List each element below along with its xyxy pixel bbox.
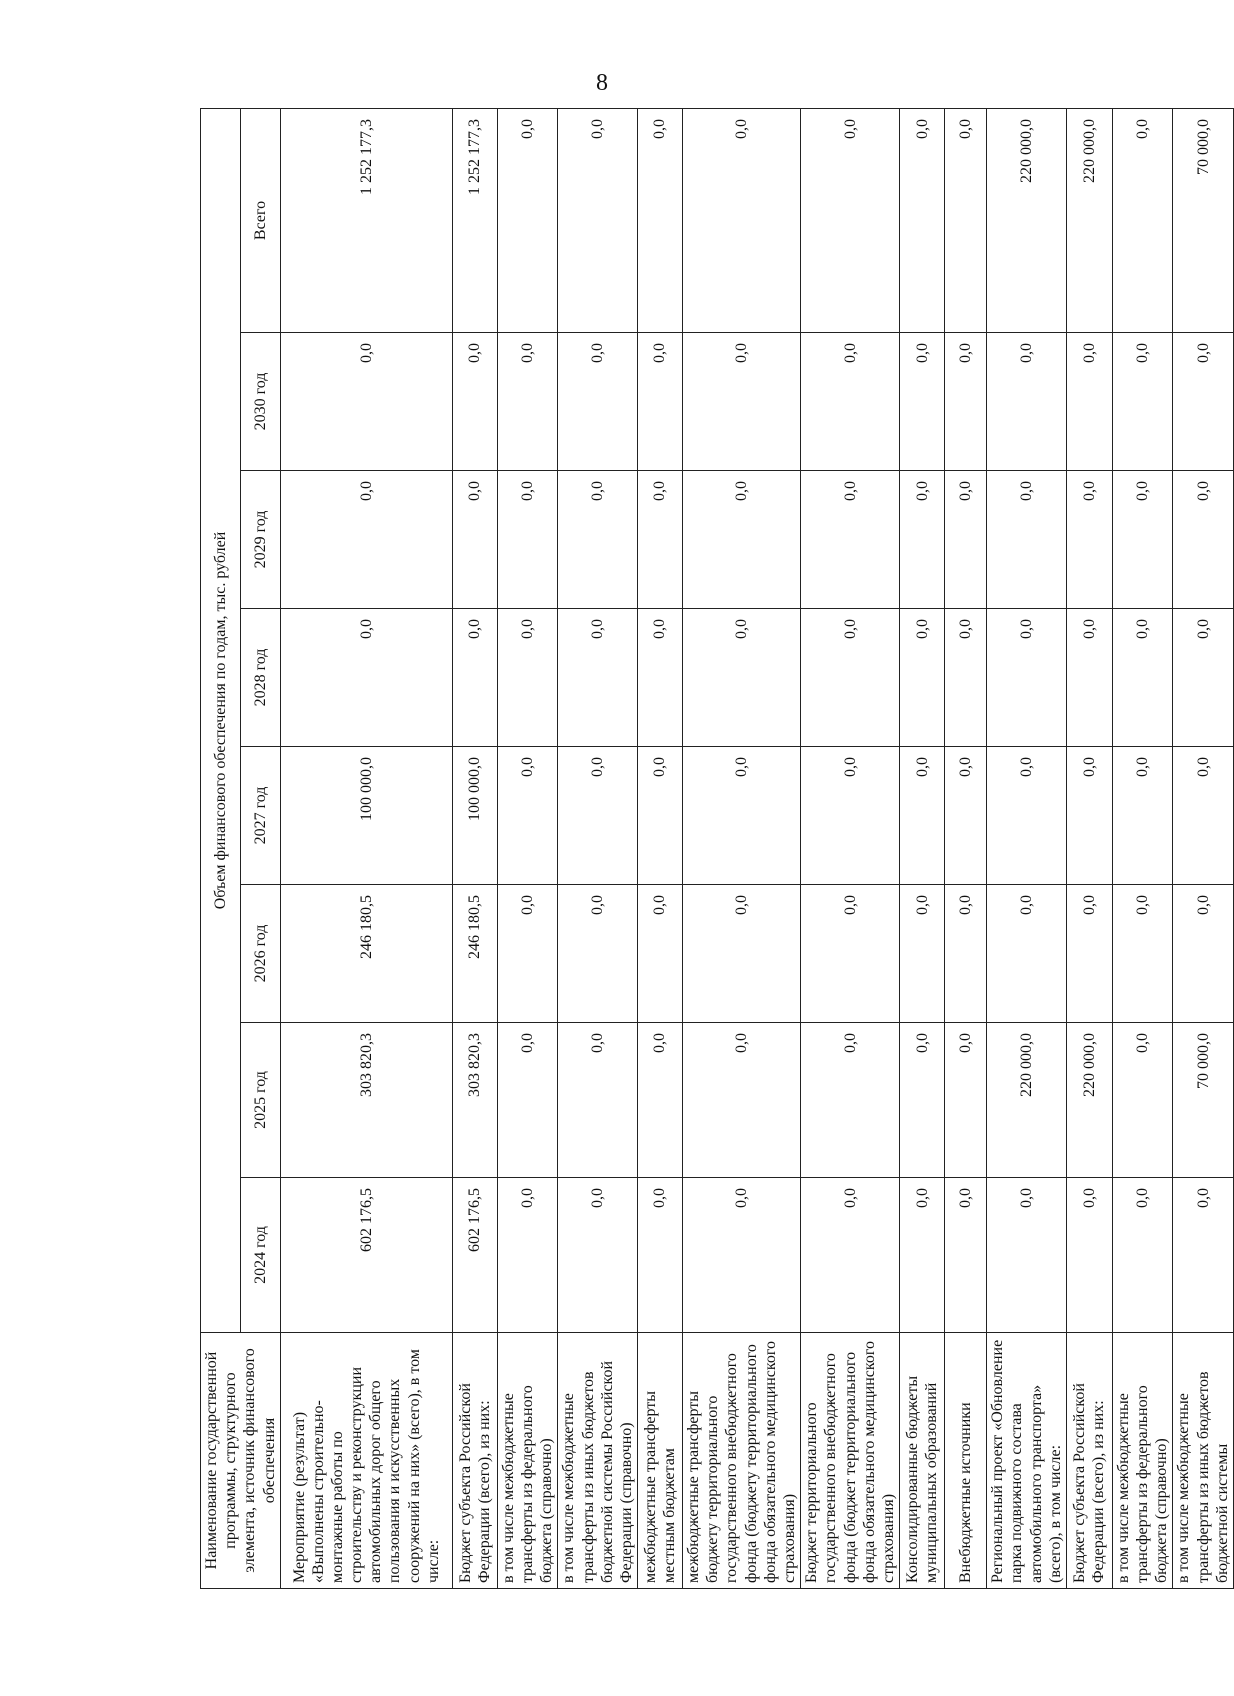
value-cell: 0,0 bbox=[497, 609, 558, 747]
value-cell: 0,0 bbox=[900, 885, 945, 1023]
year-header: 2029 год bbox=[240, 471, 280, 609]
value-cell: 0,0 bbox=[638, 1023, 683, 1178]
financing-table bbox=[200, 108, 1234, 1589]
value-cell: 0,0 bbox=[1066, 471, 1112, 609]
value-cell: 0,0 bbox=[452, 471, 497, 609]
value-cell: 0,0 bbox=[945, 1178, 987, 1333]
value-cell: 0,0 bbox=[900, 609, 945, 747]
table-row bbox=[683, 108, 801, 1588]
value-cell: 0,0 bbox=[280, 471, 452, 609]
value-cell: 0,0 bbox=[497, 1178, 558, 1333]
value-cell: 0,0 bbox=[280, 333, 452, 471]
value-cell: 0,0 bbox=[1112, 609, 1173, 747]
value-cell: 303 820,3 bbox=[280, 1023, 452, 1178]
row-name: в том числе межбюджетные трансферты из федерального бюджета (справочно) bbox=[1112, 1333, 1173, 1589]
value-cell: 0,0 bbox=[558, 471, 638, 609]
value-cell: 0,0 bbox=[900, 747, 945, 885]
value-cell: 0,0 bbox=[900, 333, 945, 471]
value-cell: 0,0 bbox=[558, 1023, 638, 1178]
value-cell: 0,0 bbox=[801, 747, 900, 885]
value-cell: 0,0 bbox=[945, 1023, 987, 1178]
total-value-cell: 0,0 bbox=[683, 108, 801, 332]
total-value-cell: 0,0 bbox=[558, 108, 638, 332]
value-cell: 0,0 bbox=[497, 333, 558, 471]
table-body bbox=[280, 108, 1233, 1588]
value-cell: 0,0 bbox=[558, 747, 638, 885]
total-value-cell: 1 252 177,3 bbox=[452, 108, 497, 332]
rotated-table-wrapper bbox=[200, 109, 1231, 1589]
value-cell: 100 000,0 bbox=[280, 747, 452, 885]
value-cell: 0,0 bbox=[801, 1023, 900, 1178]
total-value-cell: 0,0 bbox=[945, 108, 987, 332]
table-row bbox=[452, 108, 497, 1588]
value-cell: 0,0 bbox=[1173, 885, 1234, 1023]
total-value-cell: 70 000,0 bbox=[1173, 108, 1234, 332]
value-cell: 0,0 bbox=[945, 885, 987, 1023]
value-cell: 0,0 bbox=[1173, 471, 1234, 609]
value-cell: 0,0 bbox=[987, 471, 1067, 609]
value-cell: 0,0 bbox=[683, 609, 801, 747]
name-column-header: Наименование государственной программы, структурного элемента, источник финансового обеспечения bbox=[201, 1333, 281, 1589]
value-cell: 0,0 bbox=[945, 609, 987, 747]
year-header: 2025 год bbox=[240, 1023, 280, 1178]
total-value-cell: 1 252 177,3 bbox=[280, 108, 452, 332]
value-cell: 0,0 bbox=[683, 471, 801, 609]
value-cell: 0,0 bbox=[1066, 333, 1112, 471]
value-cell: 0,0 bbox=[558, 333, 638, 471]
value-cell: 0,0 bbox=[497, 885, 558, 1023]
value-cell: 0,0 bbox=[638, 333, 683, 471]
header-row-group bbox=[201, 108, 241, 1588]
row-name: в том числе межбюджетные трансферты из иных бюджетов бюджетной системы bbox=[1173, 1333, 1234, 1589]
value-cell: 0,0 bbox=[945, 471, 987, 609]
value-cell: 303 820,3 bbox=[452, 1023, 497, 1178]
value-cell: 0,0 bbox=[987, 1178, 1067, 1333]
total-value-cell: 0,0 bbox=[1112, 108, 1173, 332]
value-cell: 0,0 bbox=[558, 1178, 638, 1333]
value-cell: 0,0 bbox=[1112, 471, 1173, 609]
row-name: Бюджет субъекта Российской Федерации (всего), из них: bbox=[452, 1333, 497, 1589]
row-name: Бюджет территориального государственного внебюджетного фонда (бюджет территориального фонда обязательного медицинского страхования) bbox=[801, 1333, 900, 1589]
total-value-cell: 0,0 bbox=[638, 108, 683, 332]
value-cell: 0,0 bbox=[1066, 747, 1112, 885]
row-name: межбюджетные трансферты местным бюджетам bbox=[638, 1333, 683, 1589]
value-cell: 0,0 bbox=[801, 885, 900, 1023]
row-name: Бюджет субъекта Российской Федерации (всего), из них: bbox=[1066, 1333, 1112, 1589]
value-cell: 0,0 bbox=[1066, 1178, 1112, 1333]
value-cell: 0,0 bbox=[801, 1178, 900, 1333]
value-cell: 100 000,0 bbox=[452, 747, 497, 885]
table-row bbox=[497, 108, 558, 1588]
value-cell: 0,0 bbox=[987, 885, 1067, 1023]
value-cell: 0,0 bbox=[801, 471, 900, 609]
value-cell: 0,0 bbox=[945, 747, 987, 885]
value-cell: 0,0 bbox=[987, 609, 1067, 747]
value-cell: 0,0 bbox=[683, 333, 801, 471]
value-cell: 0,0 bbox=[558, 885, 638, 1023]
value-cell: 0,0 bbox=[683, 885, 801, 1023]
row-name: в том числе межбюджетные трансферты из иных бюджетов бюджетной системы Российской Федерации (справочно) bbox=[558, 1333, 638, 1589]
value-cell: 220 000,0 bbox=[987, 1023, 1067, 1178]
table-row bbox=[1173, 108, 1234, 1588]
value-cell: 0,0 bbox=[1112, 747, 1173, 885]
total-value-cell: 220 000,0 bbox=[987, 108, 1067, 332]
value-cell: 0,0 bbox=[1112, 1178, 1173, 1333]
table-row bbox=[638, 108, 683, 1588]
year-header: 2028 год bbox=[240, 609, 280, 747]
value-cell: 0,0 bbox=[683, 1023, 801, 1178]
table-row bbox=[558, 108, 638, 1588]
row-name: Консолидированные бюджеты муниципальных образований bbox=[900, 1333, 945, 1589]
value-cell: 0,0 bbox=[497, 1023, 558, 1178]
value-cell: 0,0 bbox=[1173, 747, 1234, 885]
table-row bbox=[1066, 108, 1112, 1588]
total-value-cell: 220 000,0 bbox=[1066, 108, 1112, 332]
year-header: 2026 год bbox=[240, 885, 280, 1023]
table-row bbox=[900, 108, 945, 1588]
value-cell: 0,0 bbox=[638, 747, 683, 885]
year-header: 2024 год bbox=[240, 1178, 280, 1333]
value-cell: 0,0 bbox=[452, 609, 497, 747]
value-cell: 0,0 bbox=[900, 1178, 945, 1333]
year-header: 2027 год bbox=[240, 747, 280, 885]
value-cell: 0,0 bbox=[900, 471, 945, 609]
value-cell: 0,0 bbox=[945, 333, 987, 471]
table-row bbox=[987, 108, 1067, 1588]
table-row bbox=[801, 108, 900, 1588]
total-value-cell: 0,0 bbox=[497, 108, 558, 332]
value-cell: 0,0 bbox=[801, 333, 900, 471]
year-header: 2030 год bbox=[240, 333, 280, 471]
row-name: межбюджетные трансферты бюджету территориального государственного внебюджетного фонда (бюджету территориального фонда обязательного медицинского страхования) bbox=[683, 1333, 801, 1589]
value-cell: 246 180,5 bbox=[280, 885, 452, 1023]
value-cell: 220 000,0 bbox=[1066, 1023, 1112, 1178]
value-cell: 246 180,5 bbox=[452, 885, 497, 1023]
row-name: в том числе межбюджетные трансферты из федерального бюджета (справочно) bbox=[497, 1333, 558, 1589]
value-cell: 0,0 bbox=[801, 609, 900, 747]
row-name: Внебюджетные источники bbox=[945, 1333, 987, 1589]
value-cell: 0,0 bbox=[900, 1023, 945, 1178]
total-value-cell: 0,0 bbox=[801, 108, 900, 332]
table-row bbox=[945, 108, 987, 1588]
value-cell: 0,0 bbox=[1112, 1023, 1173, 1178]
value-cell: 602 176,5 bbox=[452, 1178, 497, 1333]
value-cell: 70 000,0 bbox=[1173, 1023, 1234, 1178]
value-cell: 0,0 bbox=[1112, 333, 1173, 471]
page-number: 8 bbox=[596, 70, 608, 96]
value-cell: 0,0 bbox=[280, 609, 452, 747]
value-cell: 0,0 bbox=[638, 471, 683, 609]
value-cell: 0,0 bbox=[1066, 609, 1112, 747]
financing-group-header: Объем финансового обеспечения по годам, тыс. рублей bbox=[201, 108, 241, 1332]
total-value-cell: 0,0 bbox=[900, 108, 945, 332]
value-cell: 0,0 bbox=[497, 471, 558, 609]
value-cell: 0,0 bbox=[987, 747, 1067, 885]
value-cell: 0,0 bbox=[638, 1178, 683, 1333]
value-cell: 0,0 bbox=[558, 609, 638, 747]
value-cell: 0,0 bbox=[1173, 1178, 1234, 1333]
value-cell: 0,0 bbox=[452, 333, 497, 471]
value-cell: 0,0 bbox=[1066, 885, 1112, 1023]
value-cell: 0,0 bbox=[683, 1178, 801, 1333]
row-name: Мероприятие (результат) «Выполнены строительно-монтажные работы по строительству и реконструкции автомобильных дорог общего пользования и искусственных сооружений на них» (всего), в том числе: bbox=[280, 1333, 452, 1589]
value-cell: 0,0 bbox=[638, 609, 683, 747]
row-name: Региональный проект «Обновление парка подвижного состава автомобильного транспорта» (всего), в том числе: bbox=[987, 1333, 1067, 1589]
value-cell: 0,0 bbox=[1112, 885, 1173, 1023]
value-cell: 0,0 bbox=[987, 333, 1067, 471]
total-header: Всего bbox=[240, 108, 280, 332]
value-cell: 0,0 bbox=[638, 885, 683, 1023]
value-cell: 0,0 bbox=[497, 747, 558, 885]
value-cell: 602 176,5 bbox=[280, 1178, 452, 1333]
value-cell: 0,0 bbox=[683, 747, 801, 885]
value-cell: 0,0 bbox=[1173, 609, 1234, 747]
table-row bbox=[1112, 108, 1173, 1588]
value-cell: 0,0 bbox=[1173, 333, 1234, 471]
table-row bbox=[280, 108, 452, 1588]
